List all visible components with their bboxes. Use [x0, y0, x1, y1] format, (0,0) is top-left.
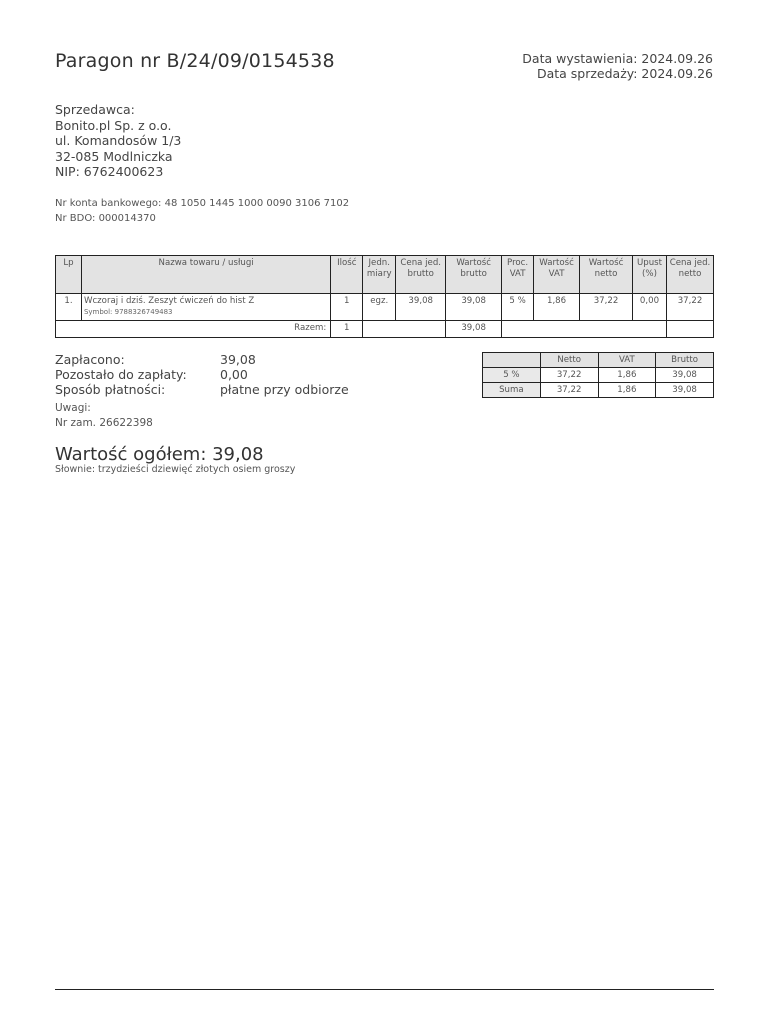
bdo-number: Nr BDO: 000014370 — [55, 213, 156, 224]
vat-summary-table — [482, 352, 714, 398]
header-qty: Ilość — [331, 256, 363, 294]
vat-header-net: Netto — [540, 353, 598, 368]
cell-vat-rate: 5 % — [502, 294, 534, 321]
cell-qty: 1 — [331, 294, 363, 321]
header-unit-net: Cena jed. netto — [666, 256, 713, 294]
header-vat-value: Wartość VAT — [534, 256, 580, 294]
seller-city: 32-085 Modlniczka — [55, 148, 173, 164]
summary-label: Razem: — [56, 321, 331, 338]
summary-row — [56, 321, 714, 338]
header-name: Nazwa towaru / usługi — [81, 256, 330, 294]
vat-row-net: 37,22 — [540, 368, 598, 383]
cell-net: 37,22 — [580, 294, 633, 321]
summary-empty-3 — [666, 321, 713, 338]
vat-header-vat: VAT — [598, 353, 656, 368]
cell-vat-value: 1,86 — [534, 294, 580, 321]
cell-discount: 0,00 — [633, 294, 667, 321]
summary-gross: 39,08 — [446, 321, 502, 338]
vat-row-gross: 39,08 — [656, 368, 714, 383]
summary-empty-1 — [363, 321, 446, 338]
header-unit-gross: Cena jed. brutto — [396, 256, 446, 294]
footer-divider — [55, 989, 714, 990]
header-lp: Lp — [56, 256, 82, 294]
header-net: Wartość netto — [580, 256, 633, 294]
summary-empty-2 — [502, 321, 667, 338]
vat-header-blank — [483, 353, 541, 368]
vat-row-vat: 1,86 — [598, 368, 656, 383]
notes-label: Uwagi: — [55, 402, 91, 414]
summary-qty: 1 — [331, 321, 363, 338]
seller-nip: NIP: 6762400623 — [55, 164, 164, 179]
cell-gross: 39,08 — [446, 294, 502, 321]
method-value: płatne przy odbiorze — [220, 382, 349, 397]
paid-row — [55, 352, 349, 367]
cell-unit: egz. — [363, 294, 396, 321]
vat-sum-net: 37,22 — [540, 383, 598, 398]
header-gross: Wartość brutto — [446, 256, 502, 294]
items-header-row — [56, 256, 714, 294]
bank-account: Nr konta bankowego: 48 1050 1445 1000 0090 3106 7102 — [55, 198, 350, 209]
dates-block — [522, 51, 713, 81]
bank-block — [55, 196, 349, 226]
vat-sum-vat: 1,86 — [598, 383, 656, 398]
item-name: Wczoraj i dziś. Zeszyt ćwiczeń do hist Z — [83, 296, 255, 306]
payment-block — [55, 352, 349, 397]
issue-date: Data wystawienia: 2024.09.26 — [522, 51, 713, 66]
method-label: Sposób płatności: — [55, 382, 166, 397]
remaining-row — [55, 367, 349, 382]
vat-header-row — [483, 353, 714, 368]
paid-label: Zapłacono: — [55, 352, 125, 367]
sale-date: Data sprzedaży: 2024.09.26 — [536, 66, 713, 81]
receipt-title: Paragon nr B/24/09/0154538 — [55, 50, 335, 72]
seller-street: ul. Komandosów 1/3 — [55, 133, 182, 148]
seller-block — [55, 102, 181, 180]
header-discount: Upust (%) — [633, 256, 667, 294]
items-table — [55, 255, 714, 338]
vat-sum-row — [483, 383, 714, 398]
total-value: Wartość ogółem: 39,08 — [55, 444, 264, 465]
vat-sum-label: Suma — [483, 383, 541, 398]
header-unit: Jedn. miary — [363, 256, 396, 294]
cell-name — [81, 294, 330, 321]
vat-row — [483, 368, 714, 383]
seller-name: Bonito.pl Sp. z o.o. — [55, 117, 172, 133]
paid-value: 39,08 — [220, 352, 256, 367]
order-number: Nr zam. 26622398 — [55, 417, 153, 429]
seller-label: Sprzedawca: — [55, 102, 135, 117]
cell-unit-net: 37,22 — [666, 294, 713, 321]
cell-unit-gross: 39,08 — [396, 294, 446, 321]
vat-row-label: 5 % — [483, 368, 541, 383]
remaining-label: Pozostało do zapłaty: — [55, 367, 187, 382]
remaining-value: 0,00 — [220, 367, 248, 382]
header-vat-rate: Proc. VAT — [502, 256, 534, 294]
table-row — [56, 294, 714, 321]
method-row — [55, 382, 349, 397]
notes-block — [55, 401, 153, 431]
vat-sum-gross: 39,08 — [656, 383, 714, 398]
item-symbol: Symbol: 9788326749483 — [83, 308, 173, 316]
cell-lp: 1. — [56, 294, 82, 321]
total-in-words: Słownie: trzydzieści dziewięć złotych osiem groszy — [55, 464, 296, 475]
vat-header-gross: Brutto — [656, 353, 714, 368]
